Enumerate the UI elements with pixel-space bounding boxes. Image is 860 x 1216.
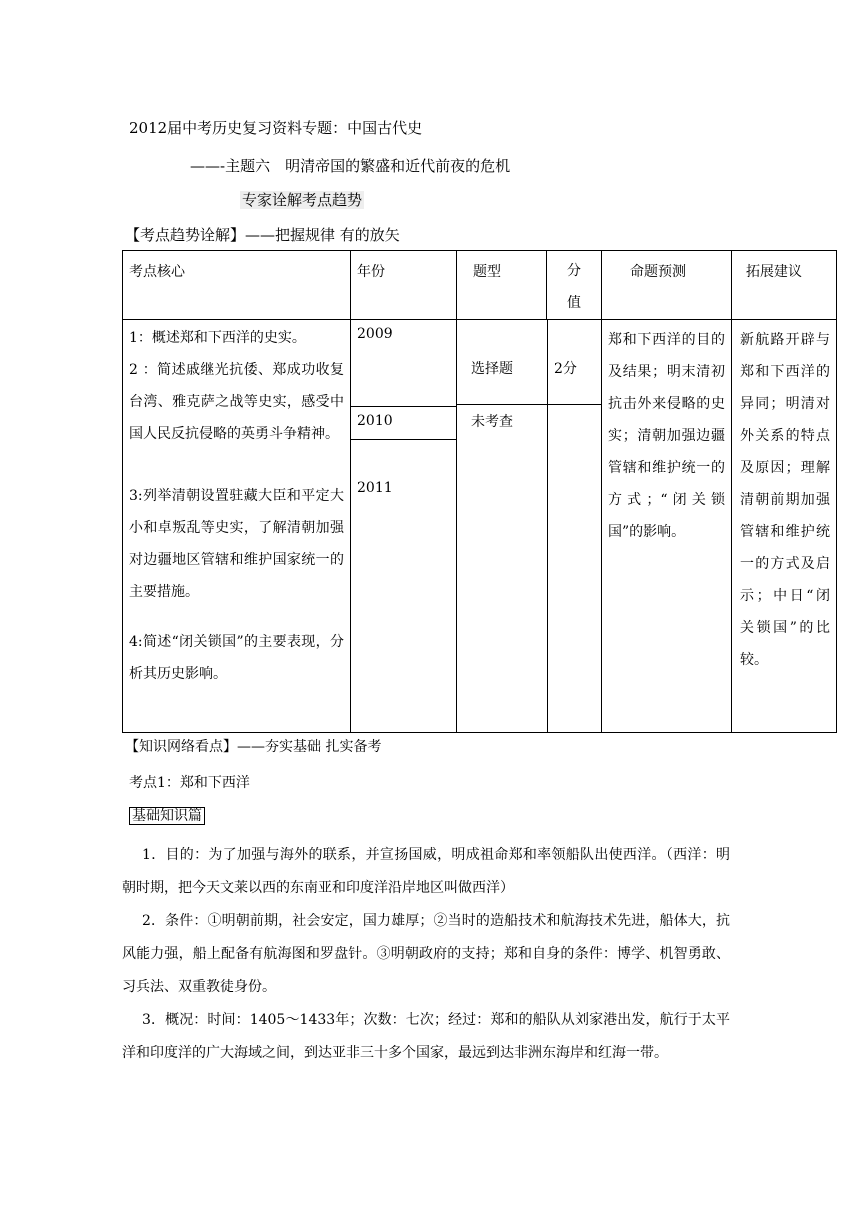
- paragraph-purpose: 1．目的：为了加强与海外的联系，并宣扬国威，明成祖命郑和率领船队出使西洋。（西洋：明朝时期，把今天文莱以西的东南亚和印度洋沿岸地区叫做西洋）: [122, 847, 730, 896]
- header-score: [547, 251, 601, 319]
- header-suggestion: 拓展建议: [746, 264, 802, 280]
- core-points: [123, 320, 350, 690]
- expert-heading: [240, 190, 364, 210]
- basic-label-wrapper: [129, 806, 205, 826]
- row-2009-type-score: [457, 320, 601, 405]
- table-body-row: [123, 320, 837, 733]
- core-point-2: 2 ：简述戚继光抗倭、郑成功收复台湾、雅克萨之战等史实，感受中国人民反抗侵略的英勇斗争精神。: [129, 362, 344, 442]
- network-heading: 【知识网络看点】——夯实基础 扎实备考: [125, 739, 382, 755]
- table-header-row: [123, 251, 837, 320]
- type-2009-cell: [457, 320, 548, 404]
- header-year: 年份: [357, 264, 385, 280]
- year-cell-2011: [351, 440, 456, 720]
- year-cell-2009: [351, 320, 456, 407]
- header-type: 题型: [473, 264, 501, 280]
- expert-heading-text: 专家诠解考点趋势: [242, 191, 363, 209]
- year-2010: 2010: [357, 413, 393, 429]
- point1-title: 考点1：郑和下西洋: [129, 775, 250, 791]
- prediction-text: 郑和下西洋的目的及结果；明末清初抗击外来侵略的史实；清朝加强边疆管辖和维护统一的方式；“闭关锁国”的影响。: [608, 332, 725, 540]
- header-score-line1: 分: [567, 263, 581, 279]
- header-core: 考点核心: [129, 264, 185, 280]
- trend-heading: 【考点趋势诠解】——把握规律 有的放矢: [125, 226, 400, 244]
- header-prediction: 命题预测: [630, 264, 686, 280]
- year-cell-2010: [351, 407, 456, 440]
- document-subtitle: ——-主题六 明清帝国的繁盛和近代前夜的危机: [190, 157, 511, 175]
- score-2009: 2分: [554, 361, 577, 377]
- score-2010-cell: [548, 405, 601, 732]
- year-2011: 2011: [357, 480, 393, 496]
- paragraph-overview: 3．概况：时间：1405～1433年；次数：七次；经过：郑和的船队从刘家港出发，航行于太平洋和印度洋的广大海域之间，到达亚非三十多个国家，最远到达非洲东海岸和红海一带。: [122, 1012, 730, 1061]
- document-title: 2012届中考历史复习资料专题：中国古代史: [129, 119, 423, 137]
- header-score-line2: 值: [567, 295, 581, 311]
- score-2009-cell: [548, 320, 601, 404]
- suggestion-text: 新航路开辟与郑和下西洋的异同；明清对外关系的特点及原因；理解清朝前期加强管辖和维护统一的方式及启示；中日“闭关锁国”的比较。: [740, 332, 830, 668]
- core-point-1: 1：概述郑和下西洋的史实。: [129, 330, 306, 346]
- core-point-3: 3:列举清朝设置驻藏大臣和平定大小和卓叛乱等史实，了解清朝加强对边疆地区管辖和维护国家统一的主要措施。: [129, 488, 344, 600]
- core-point-4: 4:简述“闭关锁国”的主要表现，分析其历史影响。: [129, 634, 344, 682]
- year-2009: 2009: [357, 326, 393, 342]
- trend-table: [122, 250, 837, 733]
- row-2010-2011-type: [457, 405, 601, 732]
- basic-label: 基础知识篇: [129, 807, 205, 825]
- paragraph-conditions: 2．条件：①明朝前期，社会安定，国力雄厚；②当时的造船技术和航海技术先进，船体大，抗风能力强，船上配备有航海图和罗盘针。③明朝政府的支持；郑和自身的条件：博学、机智勇敢、习兵法、双重教徒身份。: [122, 913, 730, 995]
- type-2010-cell: [457, 405, 548, 732]
- type-2009: 选择题: [471, 361, 513, 377]
- type-2010: 未考查: [471, 414, 513, 430]
